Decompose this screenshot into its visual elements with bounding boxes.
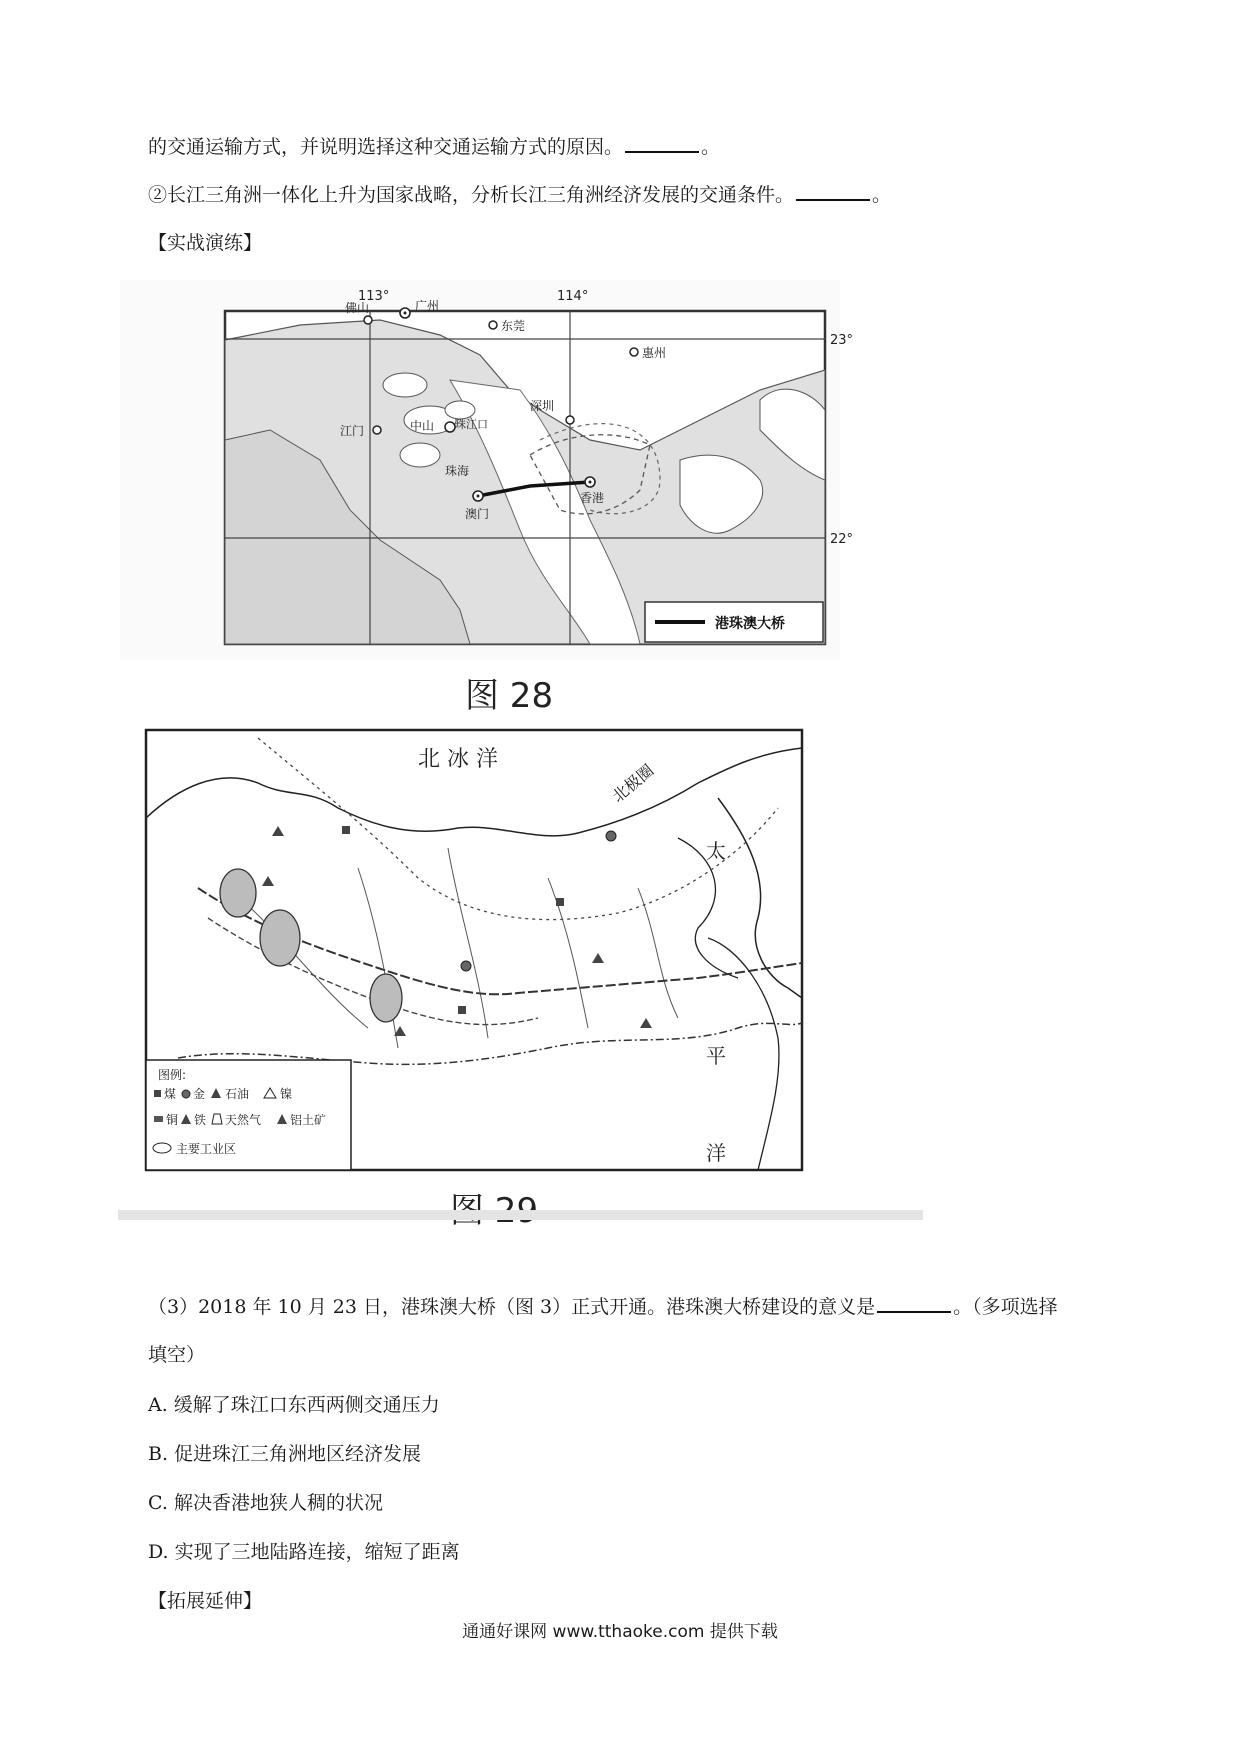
question-line-2-end: 。	[872, 184, 892, 206]
legend-nickel: 镍	[280, 1087, 293, 1101]
legend-natural-gas: 天然气	[225, 1113, 262, 1127]
lat-label-22: 22°	[830, 532, 854, 547]
legend-iron: 铁	[194, 1113, 207, 1127]
city-label-jiangmen: 江门	[340, 424, 365, 438]
city-marker-huizhou	[630, 348, 638, 356]
question-line-1	[148, 132, 720, 159]
figure-28-caption: 图 28	[465, 676, 554, 716]
section-extend-heading: 【拓展延伸】	[148, 1590, 263, 1612]
pacific-char-3: 洋	[706, 1141, 726, 1165]
legend-bridge-label: 港珠澳大桥	[715, 616, 785, 632]
ocean-label-arctic: 北 冰 洋	[418, 747, 498, 772]
pacific-char-2: 平	[706, 1044, 726, 1068]
figure-divider	[118, 1210, 923, 1220]
question-line-1-end: 。	[701, 136, 721, 158]
question-3-text: （3）2018 年 10 月 23 日，港珠澳大桥（图 3）正式开通。港珠澳大桥建设的意义是	[148, 1296, 876, 1318]
option-d[interactable]: D. 实现了三地陆路连接，缩短了距离	[148, 1541, 460, 1563]
question-3-line-1	[148, 1292, 1058, 1319]
city-label-zhujiangkou: 珠江口	[455, 418, 488, 431]
city-label-zhuhai: 珠海	[445, 464, 470, 478]
city-label-shenzhen: 深圳	[530, 399, 555, 413]
pacific-char-1: 太	[706, 839, 726, 863]
option-a[interactable]: A. 缓解了珠江口东西两侧交通压力	[148, 1394, 440, 1416]
city-label-foshan: 佛山	[345, 301, 370, 315]
legend-bauxite: 铝土矿	[290, 1113, 327, 1127]
question-3-line-2: 填空）	[148, 1344, 206, 1366]
city-marker-foshan	[364, 316, 372, 324]
legend-gold: 金	[193, 1087, 206, 1101]
legend-oil: 石油	[225, 1087, 250, 1101]
industrial-region-moscow	[220, 869, 256, 917]
city-marker-dongguan	[489, 321, 497, 329]
industrial-region-volga	[260, 910, 300, 966]
lon-label-114: 114°	[557, 289, 589, 304]
answer-blank-3[interactable]	[877, 1293, 951, 1313]
option-b[interactable]: B. 促进珠江三角洲地区经济发展	[148, 1443, 422, 1465]
city-label-zhongshan: 中山	[410, 419, 435, 433]
legend-title: 图例:	[158, 1068, 187, 1082]
question-line-1-text: 的交通运输方式，并说明选择这种交通运输方式的原因。	[148, 136, 624, 158]
city-label-huizhou: 惠州	[642, 346, 667, 360]
page-footer: 通通好课网 www.tthaoke.com 提供下载	[462, 1622, 778, 1642]
industrial-region-kuzbass	[370, 974, 402, 1022]
legend-industrial-zone: 主要工业区	[176, 1142, 237, 1156]
question-3-line-1-end: 。（多项选择	[953, 1296, 1058, 1318]
lat-label-23: 23°	[830, 333, 854, 348]
section-practice-heading: 【实战演练】	[148, 232, 263, 254]
legend-coal: 煤	[164, 1087, 177, 1101]
figure-29-map	[118, 728, 848, 1210]
city-marker-shenzhen	[566, 416, 574, 424]
answer-blank-1[interactable]	[625, 133, 699, 153]
arctic-circle-label: 北极圈	[608, 760, 658, 807]
city-label-guangzhou: 广州	[415, 299, 440, 313]
figure-28-map	[120, 280, 854, 660]
question-line-2	[148, 180, 891, 207]
legend-copper: 铜	[166, 1113, 179, 1127]
city-label-macau: 澳门	[465, 507, 490, 521]
option-c[interactable]: C. 解决香港地狭人稠的状况	[148, 1492, 383, 1514]
answer-blank-2[interactable]	[796, 181, 870, 201]
lon-label-113: 113°	[358, 289, 390, 304]
city-label-hongkong: 香港	[580, 491, 605, 505]
city-marker-jiangmen	[373, 426, 381, 434]
city-label-dongguan: 东莞	[501, 319, 526, 333]
city-marker-zhongshan	[445, 422, 455, 432]
question-line-2-text: ②长江三角洲一体化上升为国家战略，分析长江三角洲经济发展的交通条件。	[148, 184, 795, 206]
